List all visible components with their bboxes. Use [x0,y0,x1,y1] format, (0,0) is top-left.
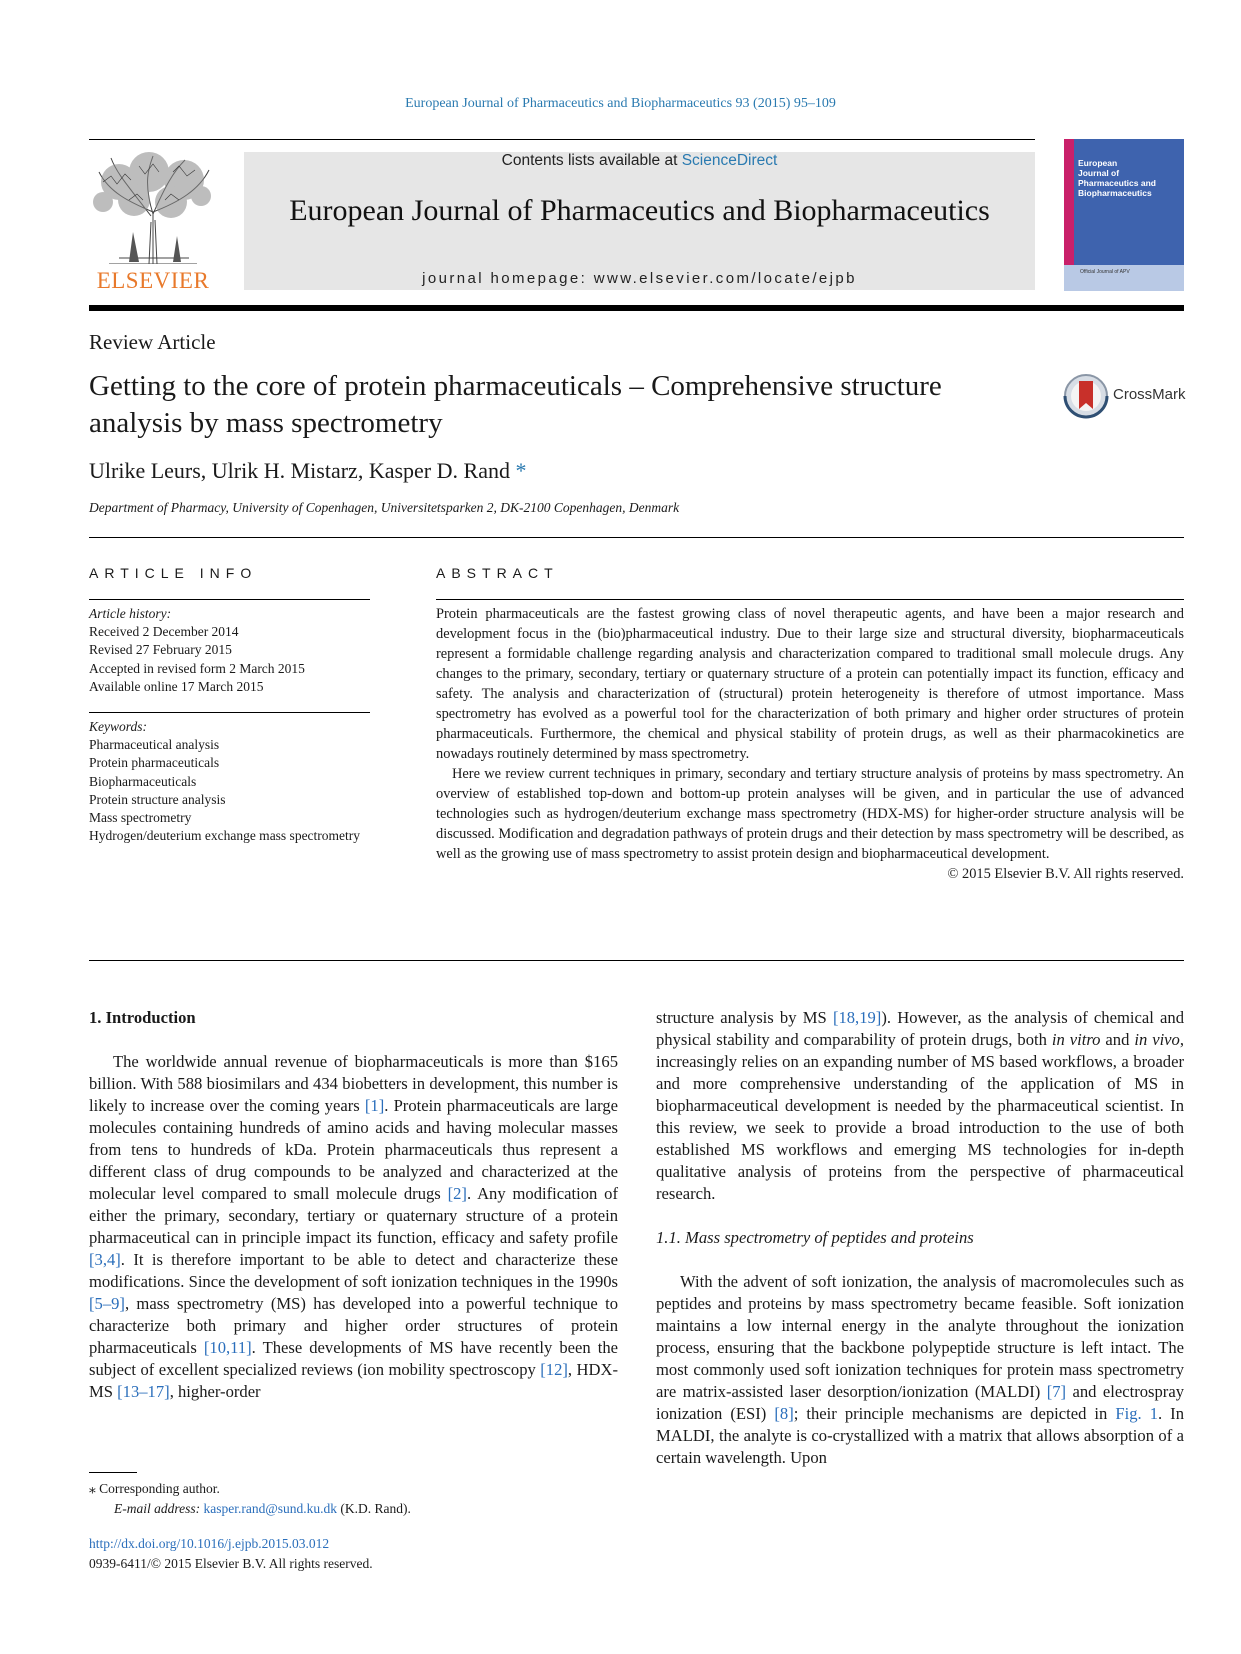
sciencedirect-link[interactable]: ScienceDirect [681,152,778,169]
elsevier-tree-icon [89,152,217,264]
email-label: E-mail address: [114,1501,201,1516]
reference-link[interactable]: Fig. 1 [1115,1404,1158,1423]
body-rule [89,960,1184,961]
italic-text: in vitro [1051,1030,1101,1049]
body-column-left [89,1007,618,1403]
article-info-heading: ARTICLE INFO [89,565,258,581]
keyword-item: Mass spectrometry [89,810,192,826]
elsevier-logo [89,152,217,292]
contents-line [244,152,1035,170]
section-heading: 1. Introduction [89,1008,196,1027]
journal-cover-thumbnail [1064,139,1184,291]
body-paragraph: The worldwide annual revenue of biopharmaceuticals is more than $165 billion. With 588 biosimilars and 434 biobetters in development, this number is likely to increase over the coming years [1]. Protein pharmaceuticals are large molecules containing hundreds of amino acids and having molecular masses from tens to hundreds of kDa. Protein pharmaceuticals thus represent a different class of drug compounds to be analyzed and characterized at the molecular level compared to small molecule drugs [2]. Any modification of either the primary, secondary, tertiary or quaternary structure of a protein pharmaceutical can in principle impact its function, efficacy and safety profile [3,4]. It is therefore important to be able to detect and characterize these modifications. Since the development of soft ionization techniques in the 1990s [5–9], mass spectrometry (MS) has developed into a powerful technique to characterize both primary and higher order structures of protein pharmaceuticals [10,11]. These developments of MS have recently been the subject of excellent specialized reviews (ion mobility spectroscopy [12], HDX-MS [13–17], higher-order [89,1052,619,1401]
reference-link[interactable]: [2] [447,1184,467,1203]
abstract-heading: ABSTRACT [436,565,559,581]
keyword-item: Hydrogen/deuterium exchange mass spectrometry [89,828,361,844]
footnote-rule [89,1472,137,1473]
footnote [89,1479,589,1519]
keyword-item: Protein structure analysis [89,791,226,807]
affiliation: Department of Pharmacy, University of Copenhagen, Universitetsparken 2, DK-2100 Copenhagen, Denmark [89,500,680,515]
issn-line: 0939-6411/© 2015 Elsevier B.V. All rights reserved. [89,1556,373,1571]
keyword-item: Pharmaceutical analysis [89,737,220,753]
reference-link[interactable]: [3,4] [89,1250,121,1269]
article-title: Getting to the core of protein pharmaceuticals – Comprehensive structure analysis by mass spectrometry [89,370,942,439]
reference-link[interactable]: [5–9] [89,1294,125,1313]
body-paragraph: With the advent of soft ionization, the analysis of macromolecules such as peptides and proteins by mass spectrometry became feasible. Soft ionization maintains a low internal energy in the analyte throughout the ionization process, ensuring that the backbone polypeptide structure is left intact. The most commonly used soft ionization techniques for protein mass spectrometry are matrix-assisted laser desorption/ionization (MALDI) [7] and electrospray ionization (ESI) [8]; their principle mechanisms are depicted in Fig. 1. In MALDI, the analyte is co-crystallized with a matrix that allows absorption of a certain wavelength. Upon [656,1272,1185,1467]
abstract-rule [436,599,1184,600]
italic-text: in vivo [1134,1030,1180,1049]
keywords-list [89,718,370,845]
journal-citation-link[interactable]: European Journal of Pharmaceutics and Biopharmaceutics 93 (2015) 95–109 [405,96,836,111]
title-rule [89,537,1184,538]
publisher-wordmark: ELSEVIER [96,268,210,293]
doi-block [89,1534,373,1574]
reference-link[interactable]: [1] [364,1096,385,1115]
cover-title: European Journal of Pharmaceutics and Biopharmaceutics [1078,158,1156,198]
history-item: Revised 27 February 2015 [89,642,232,658]
article-type: Review Article [89,330,216,354]
keyword-item: Biopharmaceuticals [89,773,197,789]
abstract-copyright: © 2015 Elsevier B.V. All rights reserved. [947,866,1184,882]
corresponding-author-note: ⁎ Corresponding author. [89,1481,220,1496]
journal-homepage[interactable]: journal homepage: www.elsevier.com/locate/ejpb [422,270,857,287]
contents-prefix: Contents lists available at [501,152,678,169]
crossmark-icon [1063,373,1109,419]
reference-link[interactable]: [7] [1046,1382,1067,1401]
crossmark-label: CrossMark [1113,386,1186,403]
header-rule [89,139,1035,140]
keywords-rule [89,712,370,713]
crossmark-badge[interactable] [1063,373,1193,421]
email-line [89,1499,589,1519]
author-names: Ulrike Leurs, Ulrik H. Mistarz, Kasper D. Rand [89,458,510,483]
journal-title: European Journal of Pharmaceutics and Biopharmaceutics [289,194,990,227]
subsection-heading: 1.1. Mass spectrometry of peptides and proteins [656,1228,974,1247]
reference-link[interactable]: [18,19] [832,1008,882,1027]
cover-footer [1064,265,1184,291]
email-link[interactable]: kasper.rand@sund.ku.dk [203,1501,338,1516]
journal-banner [244,152,1035,290]
body-column-right [656,1007,1184,1469]
history-item: Received 2 December 2014 [89,624,239,640]
history-item: Available online 17 March 2015 [89,678,264,694]
reference-link[interactable]: [10,11] [203,1338,252,1357]
cover-footer-label: Official Journal of APV [1080,269,1130,275]
body-paragraph: structure analysis by MS [18,19]). However, as the analysis of chemical and physical stability and comparability of protein drugs, both in vitro and in vivo, increasingly relies on an expanding number of MS based workflows, a broader and more comprehensive understanding of the application of MS in biopharmaceutical development is needed by the pharmaceutical scientist. In this review, we seek to provide a broad introduction to the use of both established MS workflows and emerging MS technologies for in-depth qualitative analysis of proteins from the perspective of pharmaceutical research. [656,1008,1184,1203]
history-item: Accepted in revised form 2 March 2015 [89,660,305,676]
doi-link[interactable]: http://dx.doi.org/10.1016/j.ejpb.2015.03.012 [89,1536,330,1551]
reference-link[interactable]: [13–17] [117,1382,170,1401]
article-info-rule [89,599,370,600]
keyword-item: Protein pharmaceuticals [89,755,220,771]
email-suffix: (K.D. Rand). [340,1501,411,1516]
reference-link[interactable]: [8] [774,1404,794,1423]
article-history [89,605,370,696]
keywords-label: Keywords: [89,719,147,734]
reference-link[interactable]: [12] [540,1360,568,1379]
corresponding-author-marker[interactable]: * [515,458,527,483]
abstract-paragraph: Protein pharmaceuticals are the fastest growing class of novel therapeutic agents, and have been a major research and development focus in the (bio)pharmaceutical industry. Due to their large size and structural diversity, biopharmaceuticals represent a formidable challenge regarding analysis and characterization compared to traditional small molecule drugs. Any changes to the primary, secondary, tertiary or quaternary structure of a protein can potentially impact its function, efficacy and safety. The analysis and characterization of (structural) protein heterogeneity is therefore of utmost importance. Mass spectrometry has evolved as a powerful tool for the characterization of both primary and higher order structures of protein pharmaceuticals. Furthermore, the chemical and physical stability of protein drugs, as well as their pharmacokinetics are nowadays routinely determined by mass spectrometry. [436,606,1184,762]
header-thick-rule [89,305,1184,311]
author-list [89,458,526,484]
abstract-body [436,604,1184,884]
abstract-paragraph: Here we review current techniques in primary, secondary and tertiary structure analysis of proteins by mass spectrometry. An overview of established top-down and bottom-up protein analyses will be given, and in particular the use of advanced technologies such as hydrogen/deuterium exchange mass spectrometry (HDX-MS) for higher-order structure analysis will be discussed. Modification and degradation pathways of protein drugs and their detection by mass spectrometry will be described, as well as the growing use of mass spectrometry to assist protein design and biopharmaceutical development. [436,766,1184,862]
history-label: Article history: [89,606,172,621]
